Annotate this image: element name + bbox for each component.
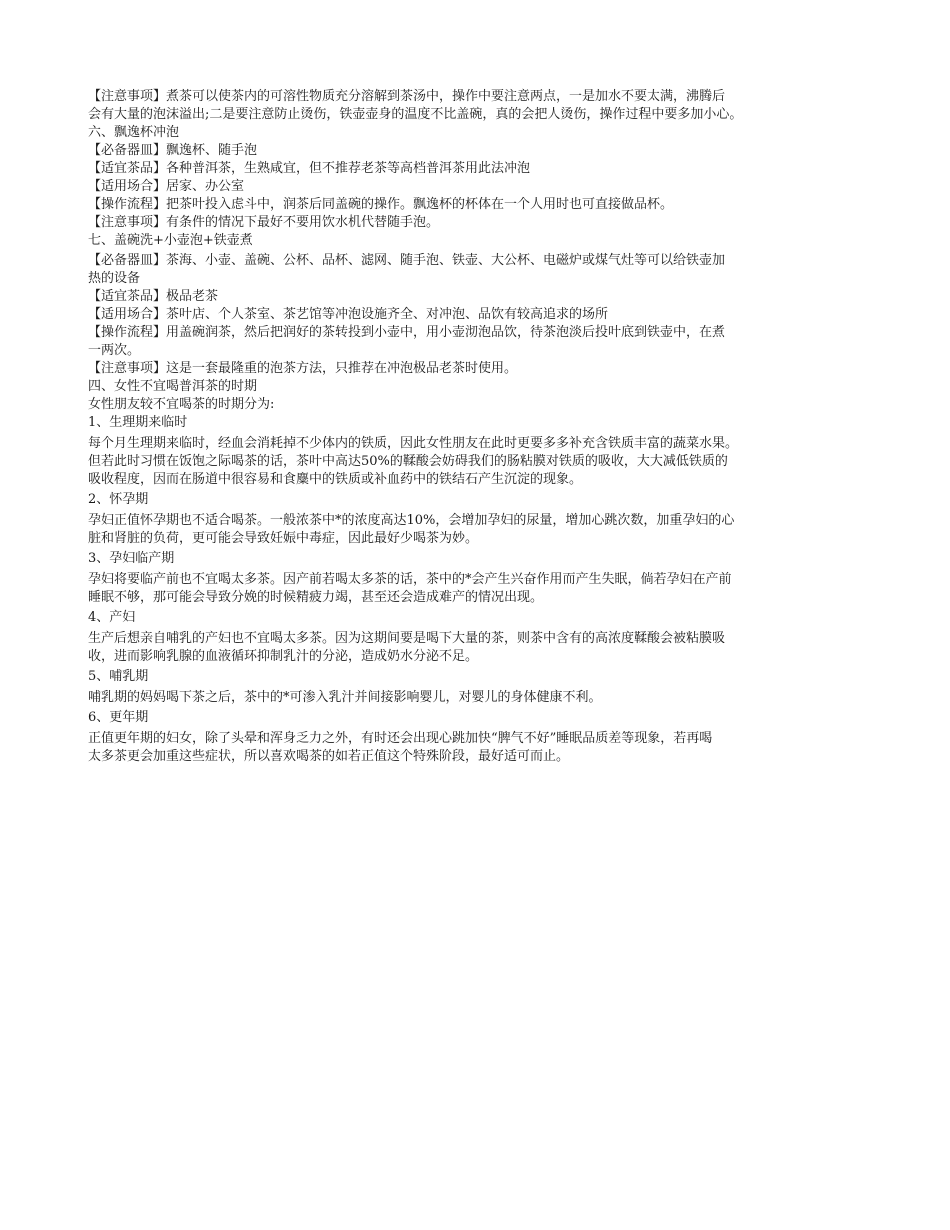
text-line: 会有大量的泡沫溢出;二是要注意防止烫伤，铁壶壶身的温度不比盖碗，真的会把人烫伤，操作过程中要多加小心。 [88, 107, 743, 122]
text-line: 太多茶更会加重这些症状，所以喜欢喝茶的如若正值这个特殊阶段，最好适可而止。 [88, 749, 570, 764]
subsection-heading: 2、怀孕期 [88, 492, 149, 507]
text-line: 孕妇正值怀孕期也不适合喝茶。一般浓茶中*的浓度高达10%，会增加孕妇的尿量，增加心跳次数，加重孕妇的心 [88, 513, 735, 528]
text-line: 收，进而影响乳腺的血液循环抑制乳汁的分泌，造成奶水分泌不足。 [88, 649, 479, 664]
subsection-heading: 1、生理期来临时 [88, 415, 188, 430]
text-line: 【注意事项】煮茶可以使茶内的可溶性物质充分溶解到茶汤中，操作中要注意两点，一是加水不要太满，沸腾后 [88, 89, 726, 104]
text-line: 【注意事项】有条件的情况下最好不要用饮水机代替随手泡。 [88, 215, 440, 230]
text-line: 【必备器皿】茶海、小壶、盖碗、公杯、品杯、滤网、随手泡、铁壶、大公杯、电磁炉或煤气灶等可以给铁壶加 [88, 253, 726, 268]
text-line: 脏和肾脏的负荷，更可能会导致妊娠中毒症，因此最好少喝茶为妙。 [88, 531, 479, 546]
document-page [88, 88, 863, 766]
subsection-heading: 4、产妇 [88, 610, 136, 625]
text-line: 一两次。 [88, 343, 141, 358]
text-line: 吸收程度，因而在肠道中很容易和食麋中的铁质或补血药中的铁结石产生沉淀的现象。 [88, 472, 583, 487]
text-line: 【适宜茶品】各种普洱茶，生熟咸宜，但不推荐老茶等高档普洱茶用此法冲泡 [88, 161, 531, 176]
text-line: 【操作流程】用盖碗润茶，然后把润好的茶转投到小壶中，用小壶沏泡品饮，待茶泡淡后投叶底到铁壶中，在煮 [88, 325, 726, 340]
subsection-heading: 5、哺乳期 [88, 669, 149, 684]
subsection-heading: 3、孕妇临产期 [88, 551, 175, 566]
text-line: 热的设备 [88, 271, 141, 286]
text-line: 孕妇将要临产前也不宜喝太多茶。因产前若喝太多茶的话，茶中的*会产生兴奋作用而产生失眠，倘若孕妇在产前 [88, 572, 732, 587]
text-line: 正值更年期的妇女，除了头晕和浑身乏力之外，有时还会出现心跳加快“脾气不好”睡眠品质差等现象，若再喝 [88, 731, 713, 746]
text-line: 每个月生理期来临时，经血会消耗掉不少体内的铁质，因此女性朋友在此时更要多多补充含铁质丰富的蔬菜水果。 [88, 436, 739, 451]
text-line: 【适用场合】居家、办公室 [88, 179, 245, 194]
text-line: 【注意事项】这是一套最隆重的泡茶方法，只推荐在冲泡极品老茶时使用。 [88, 361, 518, 376]
text-line: 【必备器皿】飘逸杯、随手泡 [88, 143, 258, 158]
section-heading: 六、飘逸杯冲泡 [88, 125, 180, 140]
subsection-heading: 6、更年期 [88, 710, 149, 725]
text-line: 【适用场合】茶叶店、个人茶室、茶艺馆等冲泡设施齐全、对冲泡、品饮有较高追求的场所 [88, 307, 609, 322]
text-line: 哺乳期的妈妈喝下茶之后，茶中的*可渗入乳汁并间接影响婴儿，对婴儿的身体健康不利。 [88, 690, 602, 705]
section-heading: 四、女性不宜喝普洱茶的时期 [88, 379, 258, 394]
text-line: 女性朋友较不宜喝茶的时期分为: [88, 397, 275, 412]
text-line: 但若此时习惯在饭饱之际喝茶的话，茶叶中高达50%的鞣酸会妨碍我们的肠粘膜对铁质的吸收，大大减低铁质的 [88, 454, 728, 469]
text-line: 【操作流程】把茶叶投入虑斗中，润茶后同盖碗的操作。飘逸杯的杯体在一个人用时也可直接做品杯。 [88, 197, 674, 212]
section-heading: 七、盖碗洗+小壶泡+铁壶煮 [88, 233, 253, 248]
text-line: 睡眠不够，那可能会导致分娩的时候精疲力竭，甚至还会造成难产的情况出现。 [88, 590, 544, 605]
text-line: 生产后想亲自哺乳的产妇也不宜喝太多茶。因为这期间要是喝下大量的茶，则茶中含有的高浓度鞣酸会被粘膜吸 [88, 631, 726, 646]
text-line: 【适宜茶品】极品老茶 [88, 289, 219, 304]
